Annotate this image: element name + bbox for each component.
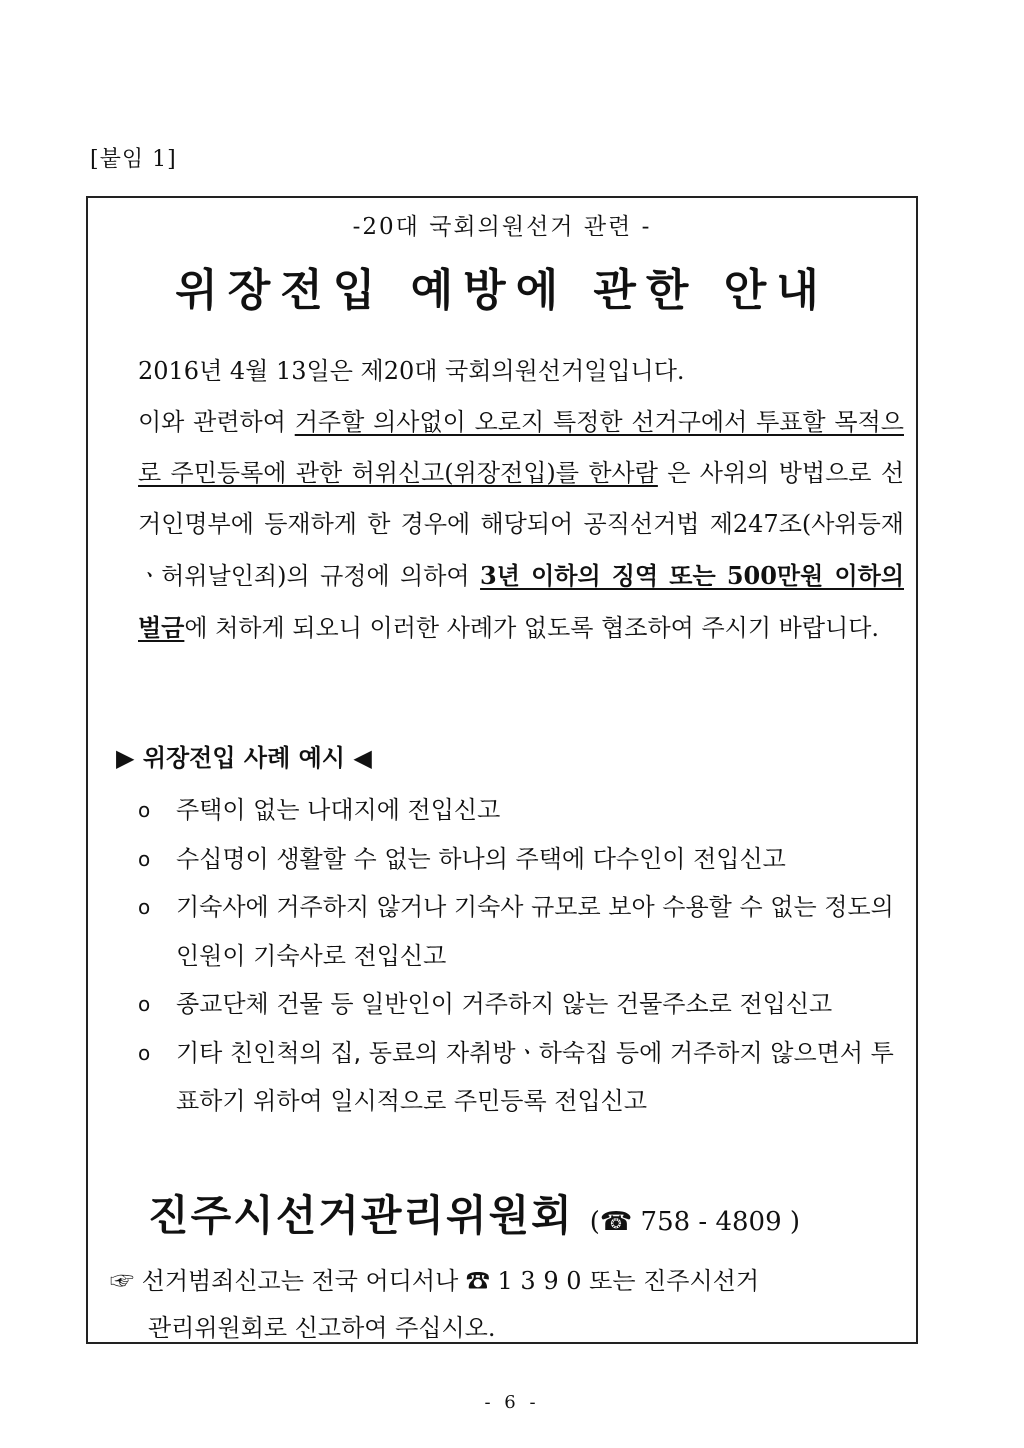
report-notice [110, 1258, 900, 1352]
election-date-line: 2016년 4월 13일은 제20대 국회의원선거일입니다. [138, 357, 685, 385]
penalty-paragraph [108, 397, 904, 654]
case-text: 주택이 없는 나대지에 전입신고 [176, 796, 501, 824]
attachment-label: [붙임 1] [90, 147, 177, 172]
notice-box [86, 196, 918, 1344]
intro-paragraph [108, 346, 904, 654]
bullet-icon: o [138, 846, 151, 871]
list-item [138, 786, 908, 835]
report-notice-line-1: ☞ 선거범죄신고는 전국 어디서나 ☎ 1 3 9 0 또는 진주시선거 [110, 1267, 760, 1295]
penalty-text-a: 이와 관련하여 [138, 408, 295, 436]
penalty-text-b: 은 사위의 방법으로 선거인명부에 등재하게 한 경우에 해당되어 공직선거법 제247조(사위등재ㆍ허위날인죄)의 규정에 의하여 [138, 459, 904, 590]
cases-heading: ▶ 위장전입 사례 예시 ◀ [116, 744, 372, 772]
list-item [138, 883, 908, 980]
bullet-icon: o [138, 895, 151, 919]
report-notice-line-2: 관리위원회로 신고하여 주십시오. [148, 1314, 496, 1342]
case-text: 종교단체 건물 등 일반인이 거주하지 않는 건물주소로 전입신고 [176, 990, 833, 1018]
organization-phone: (☎ 758 - 4809 ) [589, 1207, 801, 1237]
list-item [138, 1029, 908, 1126]
penalty-underline-2: 3년 이하의 징역 또는 500만원 이하의 벌금 [138, 561, 904, 642]
penalty-underline-1: 거주할 의사없이 오로지 특정한 선거구에서 투표할 목적으로 주민등록에 관한 허위신고(위장전입)를 한사람 [138, 408, 904, 487]
bullet-icon: o [138, 1040, 151, 1065]
case-text: 기타 친인척의 집, 동료의 자취방ㆍ하숙집 등에 거주하지 않으면서 투표하기 위하여 일시적으로 주민등록 전입신고 [176, 1038, 894, 1115]
organization-name: 진주시선거관리위원회 [148, 1191, 574, 1240]
organization [148, 1183, 800, 1243]
bullet-icon: o [138, 992, 151, 1016]
page-number: - 6 - [484, 1392, 540, 1413]
case-text: 기숙사에 거주하지 않거나 기숙사 규모로 보아 수용할 수 없는 정도의 인원이 기숙사로 전입신고 [176, 893, 894, 970]
list-item [138, 835, 908, 884]
list-item [138, 980, 908, 1029]
case-text: 수십명이 생활할 수 없는 하나의 주택에 다수인이 전입신고 [176, 844, 786, 873]
penalty-text-c: 에 처하게 되오니 이러한 사례가 없도록 협조하여 주시기 바랍니다. [184, 614, 880, 642]
bullet-icon: o [138, 798, 151, 822]
cases-list [138, 786, 908, 1126]
subtitle: -20대 국회의원선거 관련 - [352, 214, 652, 240]
page-title: 위장전입 예방에 관한 안내 [175, 265, 829, 316]
